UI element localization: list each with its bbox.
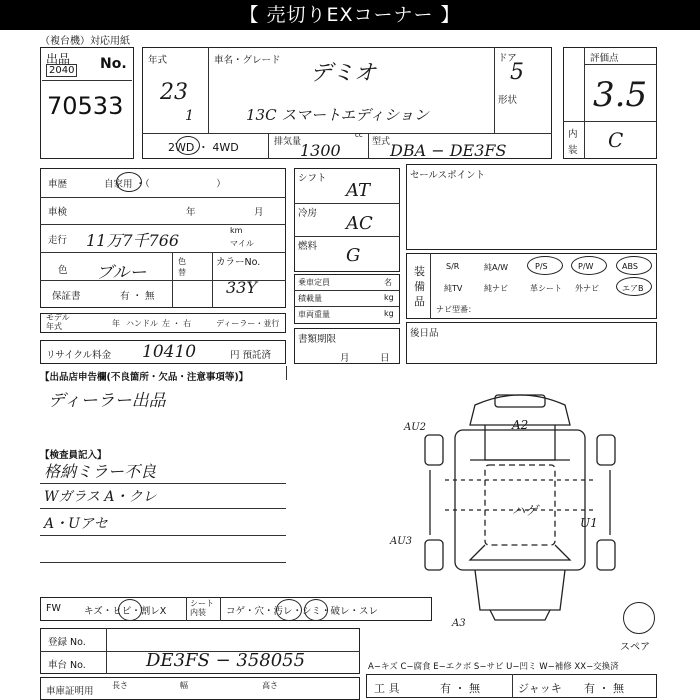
inspector-line-2: Wガラス A・クレ — [44, 489, 157, 505]
equip-leather: 革シート — [530, 284, 562, 293]
label-door: ドア — [498, 53, 517, 64]
label-km: km — [230, 226, 243, 235]
score-value: 3.5 — [593, 75, 648, 115]
label-shamei: 車名・グレード — [214, 55, 281, 66]
mileage: 11万7千766 — [86, 231, 180, 250]
lot-kubun-label: 出品 — [46, 52, 71, 66]
label-iro-kae: 色替 — [178, 257, 186, 277]
label-seat: シート内装 — [190, 599, 214, 617]
label-spare: スペア — [620, 642, 650, 653]
label-hoshosho: 保証書 — [52, 291, 81, 302]
label-kata: 型式 — [372, 137, 391, 147]
fuel-value: G — [346, 245, 361, 266]
lot-year-code: 2040 — [46, 64, 77, 77]
notes-box — [406, 322, 657, 364]
mark-au3: AU3 — [390, 536, 413, 547]
label-shorui: 書類期限 — [298, 334, 337, 345]
equip-aw: 純A/W — [484, 263, 509, 272]
label-sharyo: 車両重量 — [298, 310, 330, 319]
equip-ext-navi: 外ナビ — [575, 284, 599, 293]
damage-legend: A−キズ C−腐食 E−エクボ S−サビ U−凹ミ W−補修 XX−交換済 — [368, 662, 619, 672]
label-kogu: 工 具 — [374, 682, 400, 695]
label-nai: 内 — [568, 129, 578, 140]
label-fw: FW — [46, 603, 61, 614]
label-haikiryo: 排気量 — [274, 137, 302, 147]
label-shaken-nen: 年 — [186, 207, 196, 218]
label-so: 装 — [568, 145, 578, 156]
label-toroku: 登録 No. — [48, 637, 86, 648]
label-soko: 走行 — [48, 235, 68, 246]
mark-a2: A2 — [512, 418, 529, 432]
hoshosho-options: 有 ・ 無 — [120, 291, 155, 302]
lot-number: 70533 — [47, 92, 124, 120]
form-subtitle: （複台機）対応用紙 — [40, 36, 130, 47]
mark-u1: U1 — [580, 516, 598, 530]
label-shaken-tsuki: 月 — [254, 207, 264, 218]
lot-no-label: No. — [100, 56, 127, 72]
chassis-no: DE3FS − 358055 — [146, 650, 306, 671]
inspector-line-3: A・Uアセ — [44, 516, 108, 532]
drive-options: 2WD ・ 4WD — [168, 141, 239, 154]
interior-grade: C — [608, 128, 624, 152]
label-color-no: カラーNo. — [216, 257, 261, 268]
label-nenryo: 燃料 — [298, 241, 318, 252]
label-iro: 色 — [58, 265, 68, 276]
aircon-value: AC — [346, 213, 373, 234]
color-no: 33Y — [226, 278, 257, 297]
label-mile: マイル — [230, 239, 254, 248]
recycle-fee: 10410 — [142, 342, 197, 362]
label-day: 日 — [380, 353, 390, 364]
vehicle-month: 1 — [185, 108, 194, 124]
model-code: DBA − DE3FS — [390, 141, 507, 160]
label-score: 評価点 — [590, 53, 619, 64]
label-navi-model: ナビ型番： — [436, 305, 476, 314]
mark-a3: A3 — [452, 618, 466, 629]
label-reibo: 冷房 — [298, 208, 318, 219]
equip-navi: 純ナビ — [484, 284, 508, 293]
vehicle-name: デミオ — [310, 61, 377, 86]
vehicle-doors: 5 — [510, 60, 524, 85]
label-dealer: ディーラー・並行 — [216, 319, 280, 328]
label-sekisai: 積載量 — [298, 294, 322, 303]
equip-ps: P/S — [535, 262, 548, 271]
equip-tv: 純TV — [444, 284, 463, 293]
label-inspector: 【検査員記入】 — [40, 450, 107, 461]
label-equipment: 装備品 — [414, 265, 425, 308]
vehicle-grade: 13C スマートエディション — [246, 106, 429, 124]
label-cc: cc — [355, 131, 363, 139]
mark-au2: AU2 — [404, 422, 427, 433]
label-haba: 幅 — [180, 681, 188, 690]
mark-hage: ハゲ — [512, 504, 539, 519]
label-keijo: 形状 — [498, 95, 518, 106]
label-recycle: リサイクル料金 — [46, 350, 112, 361]
label-shako: 車庫証明用 — [46, 686, 94, 697]
vehicle-year: 23 — [160, 80, 188, 105]
spare-tire-icon — [623, 602, 655, 634]
shareki-options: 自家用 ・（ ） — [104, 179, 226, 190]
label-nenshiki: 年式 — [148, 55, 168, 66]
label-kg: kg — [384, 293, 394, 302]
label-cho: 長さ — [112, 681, 128, 690]
shift-value: AT — [346, 180, 371, 201]
model-nen-unit: 年 — [112, 319, 120, 328]
label-yen: 円 預託済 — [230, 350, 272, 361]
equip-airbag: エアB — [622, 284, 644, 293]
fw-items: キズ・ヒビ・割レX — [84, 606, 167, 617]
label-model-nen: モデル年式 — [46, 313, 70, 331]
label-jack: ジャッキ — [518, 682, 562, 695]
label-sales-point: セールスポイント — [410, 170, 486, 181]
displacement: 1300 — [300, 141, 341, 160]
seat-items: コゲ・穴・汚レ・シミ・破レ・スレ — [226, 606, 379, 617]
label-kg2: kg — [384, 309, 394, 318]
equip-sr: S/R — [446, 262, 460, 271]
label-taka: 高さ — [262, 681, 278, 690]
inspector-line-1: 格納ミラー不良 — [44, 462, 157, 481]
kogu-options: 有 ・ 無 — [440, 682, 480, 695]
label-teiin: 乗車定員 — [298, 278, 330, 287]
label-shaken: 車検 — [48, 207, 68, 218]
label-shadai: 車台 No. — [48, 660, 86, 671]
label-month: 月 — [340, 353, 350, 364]
label-shareki: 車歴 — [48, 179, 68, 190]
equip-abs: ABS — [622, 262, 638, 271]
equip-pw: P/W — [578, 262, 594, 271]
title-bar: 【 売切りEXコーナー 】 — [0, 0, 700, 30]
label-handle: ハンドル — [126, 319, 158, 328]
label-mei: 名 — [384, 278, 392, 287]
handle-options: 左 ・ 右 — [162, 319, 192, 328]
label-shift: シフト — [298, 173, 327, 184]
seller-notes-text: ディーラー出品 — [48, 391, 166, 411]
jack-options: 有 ・ 無 — [584, 682, 624, 695]
label-notes: 後日品 — [410, 328, 439, 339]
color-value: ブルー — [96, 263, 147, 283]
label-seller-notes: 【出品店申告欄(不良箇所・欠品・注意事項等)】 — [40, 372, 249, 383]
